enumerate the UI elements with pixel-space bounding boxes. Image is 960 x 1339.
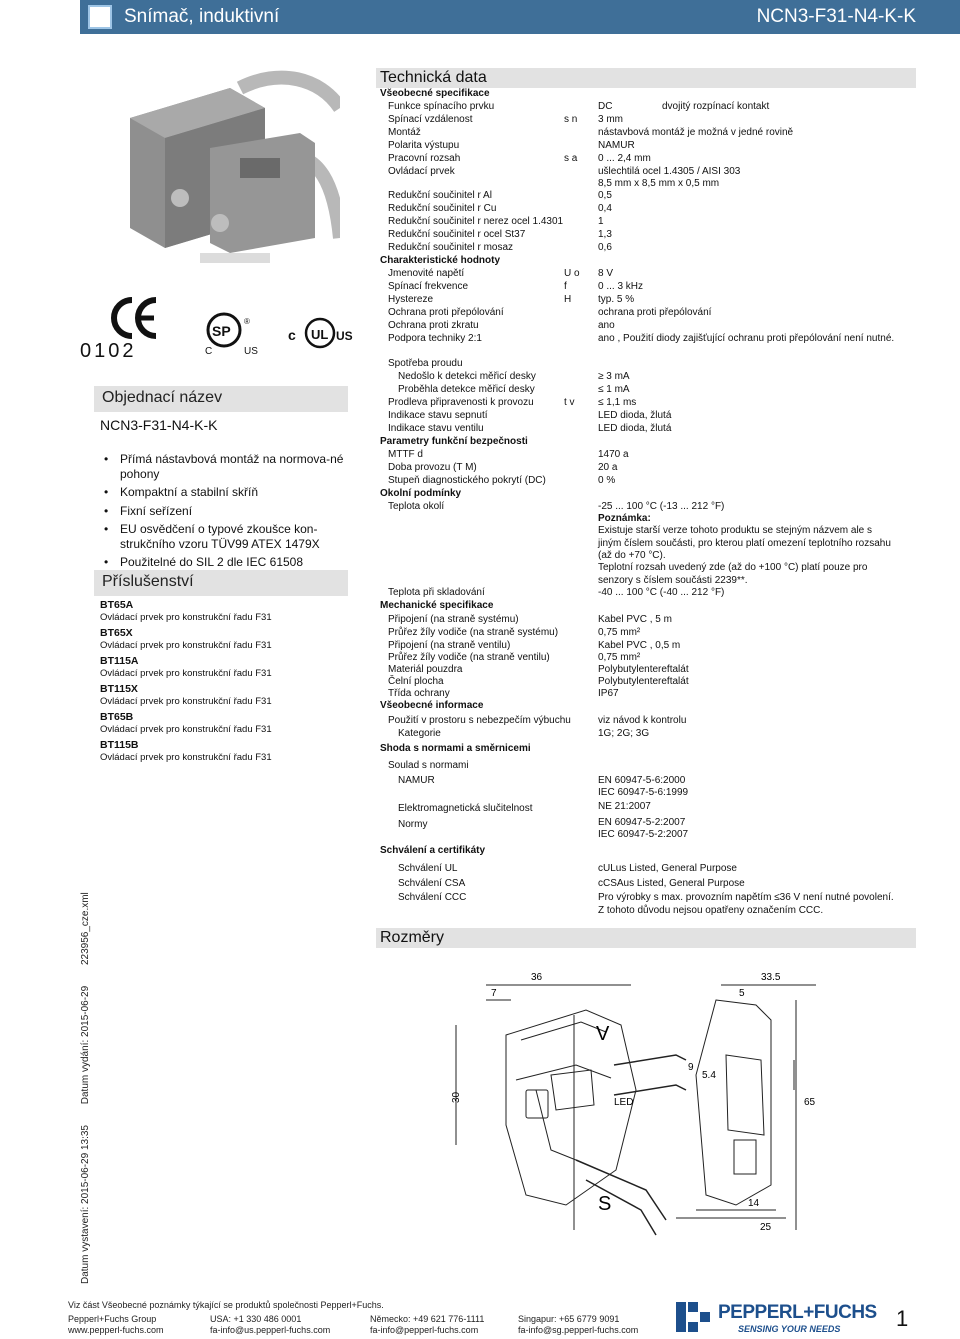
function-sym: DC [598, 101, 613, 112]
tech-heading: Technická data [376, 68, 916, 88]
accessory-list [100, 598, 348, 766]
r-ms-label: Redukční součinitel r mosaz [388, 242, 514, 253]
cat-label: Kategorie [398, 728, 441, 739]
cs1-label: Průřez žíly vodiče (na straně systému) [388, 627, 559, 638]
dim-label: 30 [451, 1091, 462, 1103]
cs2-label: Průřez žíly vodiče (na straně ventilu) [388, 652, 550, 663]
dim-label: 25 [760, 1222, 772, 1233]
std-label: Soulad s normami [388, 760, 469, 771]
feature-item: • Použitelné do SIL 2 dle IEC 61508 [100, 555, 348, 570]
distance-label: Spínací vzdálenost [388, 114, 473, 125]
face-value: Polybutylentereftalát [598, 676, 689, 687]
svg-text:US: US [336, 329, 353, 343]
mttf-label: MTTF d [388, 449, 423, 460]
ind-valve-label: Indikace stavu ventilu [388, 423, 484, 434]
polarity-label: Polarita výstupu [388, 140, 460, 151]
voltage-label: Jmenovité napětí [388, 268, 465, 279]
dims-heading: Rozměry [376, 928, 916, 948]
group-general: Všeobecné specifikace [380, 88, 490, 99]
dimension-drawing [376, 960, 916, 1260]
store-value: -40 ... 100 °C (-40 ... 212 °F) [598, 587, 725, 598]
dim-label: 36 [531, 972, 543, 983]
page-number: 1 [896, 1306, 909, 1331]
side-issued: Datum vydání: 2015-06-29 [80, 985, 91, 1105]
product-photo [90, 48, 340, 288]
group-char: Charakteristické hodnoty [380, 255, 501, 266]
conn1-value: Kabel PVC , 5 m [598, 614, 672, 625]
footer-group: Pepperl+Fuchs Group [68, 1314, 157, 1324]
dim-label: 7 [491, 988, 497, 999]
namur-label: NAMUR [398, 775, 435, 786]
dc-value: 0 % [598, 475, 616, 486]
ul-value: cULus Listed, General Purpose [598, 863, 737, 874]
freq-label: Spínací frekvence [388, 281, 469, 292]
page-header [80, 0, 960, 34]
conn2-value: Kabel PVC , 0,5 m [598, 640, 681, 651]
use-value: viz návod k kontrolu [598, 715, 687, 726]
range-sym: s a [564, 153, 578, 164]
range-value: 0 ... 2,4 mm [598, 153, 651, 164]
ip-label: Třída ochrany [388, 688, 450, 699]
amb-label: Teplota okolí [388, 501, 445, 512]
r-cu-label: Redukční součinitel r Cu [388, 203, 497, 214]
footer-web[interactable]: www.pepperl-fuchs.com [68, 1325, 164, 1335]
mounting-label: Montáž [388, 127, 421, 138]
tm-value: 20 a [598, 462, 618, 473]
r-ss-value: 1 [598, 216, 604, 227]
delay-sym: t v [564, 397, 575, 408]
dim-label: V [596, 1023, 610, 1045]
use-label: Použití v prostoru s nebezpečím výbuchu [388, 715, 571, 726]
accessory-desc: Ovládací prvek pro konstrukční řadu F31 [100, 724, 272, 735]
norms-value: EN 60947-5-2:2007 [598, 817, 686, 828]
amb-value: -25 ... 100 °C (-13 ... 212 °F) [598, 501, 725, 512]
tm-label: Doba provozu (T M) [388, 462, 477, 473]
conn2-label: Připojení (na straně ventilu) [388, 640, 511, 651]
face-label: Čelní plocha [388, 676, 444, 687]
r-ms-value: 0,6 [598, 242, 612, 253]
det-label: Proběhla detekce měřicí desky [398, 384, 535, 395]
ind-valve-value: LED dioda, žlutá [598, 423, 672, 434]
function-label: Funkce spínacího prvku [388, 101, 495, 112]
feature-item: • Kompaktní a stabilní skříň [100, 485, 348, 500]
ul-label: Schválení UL [398, 863, 458, 874]
csa-mark-icon [206, 312, 254, 348]
header-title: Snímač, induktivní [124, 6, 280, 27]
accessory-name: BT65A [100, 599, 134, 611]
r-st-label: Redukční součinitel r ocel St37 [388, 229, 526, 240]
csa-value: cCSAus Listed, General Purpose [598, 878, 745, 889]
dc-label: Stupeň diagnostického pokrytí (DC) [388, 475, 546, 486]
cs2-value: 0,75 mm² [598, 652, 641, 663]
feature-item: • Přímá nástavbová montáž na normova-né pohony [100, 452, 348, 481]
not-det-label: Nedošlo k detekci měřicí desky [398, 371, 536, 382]
accessory-desc: Ovládací prvek pro konstrukční řadu F31 [100, 696, 272, 707]
ce-number: 0102 [80, 340, 137, 362]
emc-label: Elektromagnetická slučitelnost [398, 803, 533, 814]
delay-label: Prodleva připravenosti k provozu [388, 397, 534, 408]
dim-label: 33.5 [761, 972, 781, 983]
emc-value: NE 21:2007 [598, 801, 651, 812]
brand-slogan: SENSING YOUR NEEDS [738, 1324, 841, 1334]
accessory-desc: Ovládací prvek pro konstrukční řadu F31 [100, 752, 272, 763]
accessory-desc: Ovládací prvek pro konstrukční řadu F31 [100, 612, 272, 623]
amb-note-heading: Poznámka: [598, 513, 651, 524]
two-value: ano , Použití diody zajišťující ochranu proti přepólování není nutné. [598, 333, 895, 344]
range-label: Pracovní rozsah [388, 153, 461, 164]
side-info [80, 892, 91, 1284]
accessories-heading: Příslušenství [94, 570, 348, 596]
hyst-value: typ. 5 % [598, 294, 635, 305]
function-value: dvojitý rozpínací kontakt [662, 101, 770, 112]
r-al-label: Redukční součinitel r Al [388, 190, 492, 201]
conn1-label: Připojení (na straně systému) [388, 614, 519, 625]
footer-sg-email[interactable]: fa-info@sg.pepperl-fuchs.com [518, 1325, 639, 1335]
dim-label: S [598, 1193, 612, 1215]
footer-de-email[interactable]: fa-info@pepperl-fuchs.com [370, 1325, 479, 1335]
actuator-value: ušlechtilá ocel 1.4305 / AISI 303 [598, 166, 741, 177]
svg-text:c: c [288, 327, 296, 343]
mounting-value: nástavbová montáž je možná v jedné rovině [598, 127, 794, 138]
housing-value: Polybutylentereftalát [598, 664, 689, 675]
footer-note: Viz část Všeobecné poznámky týkající se produktů společnosti Pepperl+Fuchs. [68, 1300, 384, 1310]
ccc-value: Pro výrobky s max. provozním napětím ≤36 V není nutné povolení. Z tohoto důvodu nejsou opatřeny označením CCC. [598, 892, 894, 916]
feature-item: • EU osvědčení o typové zkoušce kon-strukčního vzoru TÜV99 ATEX 1479X [100, 522, 348, 551]
accessory-name: BT115A [100, 655, 139, 667]
accessory-name: BT65X [100, 627, 133, 639]
pf-logo-icon [676, 1302, 710, 1332]
amb-note2: Teplotní rozsah uvedený zde (až do +100 °C) platí pouze pro senzory s číslem součásti 2239**. [598, 562, 868, 586]
polarity-value: NAMUR [598, 140, 635, 151]
accessory-name: BT115B [100, 739, 139, 751]
dim-label: 5 [739, 988, 745, 999]
consumption-label: Spotřeba proudu [388, 358, 463, 369]
r-al-value: 0,5 [598, 190, 612, 201]
hyst-label: Hystereze [388, 294, 434, 305]
ind-sw-label: Indikace stavu sepnutí [388, 410, 488, 421]
side-created: Datum vystavení: 2015-06-29 13:35 [80, 1125, 91, 1284]
hyst-sym: H [564, 294, 572, 305]
group-gen: Všeobecné informace [380, 700, 484, 711]
dim-label: 65 [804, 1097, 816, 1108]
culus-mark-icon [288, 316, 358, 350]
footer-usa: USA: +1 330 486 0001 [210, 1314, 302, 1324]
housing-label: Materiál pouzdra [388, 664, 463, 675]
accessory-name: BT115X [100, 683, 138, 695]
rev-label: Ochrana proti přepólování [388, 307, 504, 318]
distance-value: 3 mm [598, 114, 623, 125]
det-value: ≤ 1 mA [598, 384, 630, 395]
ind-sw-value: LED dioda, žlutá [598, 410, 672, 421]
ce-mark-icon [110, 296, 160, 340]
csa-us-label: US [244, 346, 258, 357]
header-square-icon [88, 5, 112, 29]
footer-usa-email[interactable]: fa-info@us.pepperl-fuchs.com [210, 1325, 331, 1335]
actuator-value2: 8,5 mm x 8,5 mm x 0,5 mm [598, 178, 720, 189]
pepperl-fuchs-logo [676, 1302, 876, 1338]
store-label: Teplota při skladování [388, 587, 485, 598]
feature-list [100, 452, 348, 574]
delay-value: ≤ 1,1 ms [598, 397, 637, 408]
csa-label: Schválení CSA [398, 878, 466, 889]
short-label: Ochrana proti zkratu [388, 320, 479, 331]
order-heading: Objednací název [94, 386, 348, 412]
feature-item: • Fixní seřízení [100, 504, 348, 519]
cat-value: 1G; 2G; 3G [598, 728, 650, 739]
svg-text:®: ® [244, 317, 250, 326]
accessory-desc: Ovládací prvek pro konstrukční řadu F31 [100, 640, 272, 651]
svg-text:SP: SP [212, 323, 231, 339]
voltage-value: 8 V [598, 268, 614, 279]
rev-value: ochrana proti přepólování [598, 307, 712, 318]
r-cu-value: 0,4 [598, 203, 612, 214]
freq-sym: f [564, 281, 567, 292]
two-label: Podpora techniky 2:1 [388, 333, 482, 344]
side-file: 223956_cze.xml [80, 892, 91, 966]
amb-note: Existuje starší verze tohoto produktu se stejným názvem ale s jiným číslem součásti, pro kterou platí omezení teplotního rozsahu (až do +70 °C). [598, 525, 891, 561]
accessory-name: BT65B [100, 711, 134, 723]
namur-value2: IEC 60947-5-6:1999 [598, 787, 689, 798]
accessory-desc: Ovládací prvek pro konstrukční řadu F31 [100, 668, 272, 679]
brand-name: PEPPERL+FUCHS [718, 1302, 877, 1323]
svg-text:UL: UL [311, 327, 329, 342]
r-st-value: 1,3 [598, 229, 612, 240]
footer-de: Německo: +49 621 776-1111 [370, 1314, 485, 1324]
namur-value: EN 60947-5-6:2000 [598, 775, 686, 786]
short-value: ano [598, 320, 615, 331]
dim-label: LED [614, 1097, 634, 1108]
norms-value2: IEC 60947-5-2:2007 [598, 829, 689, 840]
cs1-value: 0,75 mm² [598, 627, 641, 638]
group-approvals: Schválení a certifikáty [380, 845, 486, 856]
dim-label: 9 [688, 1062, 694, 1073]
group-env: Okolní podmínky [380, 488, 462, 499]
freq-value: 0 ... 3 kHz [598, 281, 644, 292]
footer-sg: Singapur: +65 6779 9091 [518, 1314, 620, 1324]
voltage-sym: U o [564, 268, 580, 279]
header-model: NCN3-F31-N4-K-K [756, 6, 916, 27]
order-name: NCN3-F31-N4-K-K [100, 417, 218, 433]
group-mech: Mechanické specifikace [380, 600, 494, 611]
group-compl: Shoda s normami a směrnicemi [380, 743, 531, 754]
group-safety: Parametry funkční bezpečnosti [380, 436, 528, 447]
distance-sym: s n [564, 114, 578, 125]
ccc-label: Schválení CCC [398, 892, 467, 903]
dim-label: 14 [748, 1198, 760, 1209]
norms-label: Normy [398, 819, 428, 830]
ip-value: IP67 [598, 688, 619, 699]
actuator-label: Ovládací prvek [388, 166, 455, 177]
r-ss-label: Redukční součinitel r nerez ocel 1.4301 [388, 216, 564, 227]
csa-c-label: C [205, 346, 213, 357]
not-det-value: ≥ 3 mA [598, 371, 630, 382]
mttf-value: 1470 a [598, 449, 629, 460]
dim-label: 5.4 [702, 1070, 716, 1081]
